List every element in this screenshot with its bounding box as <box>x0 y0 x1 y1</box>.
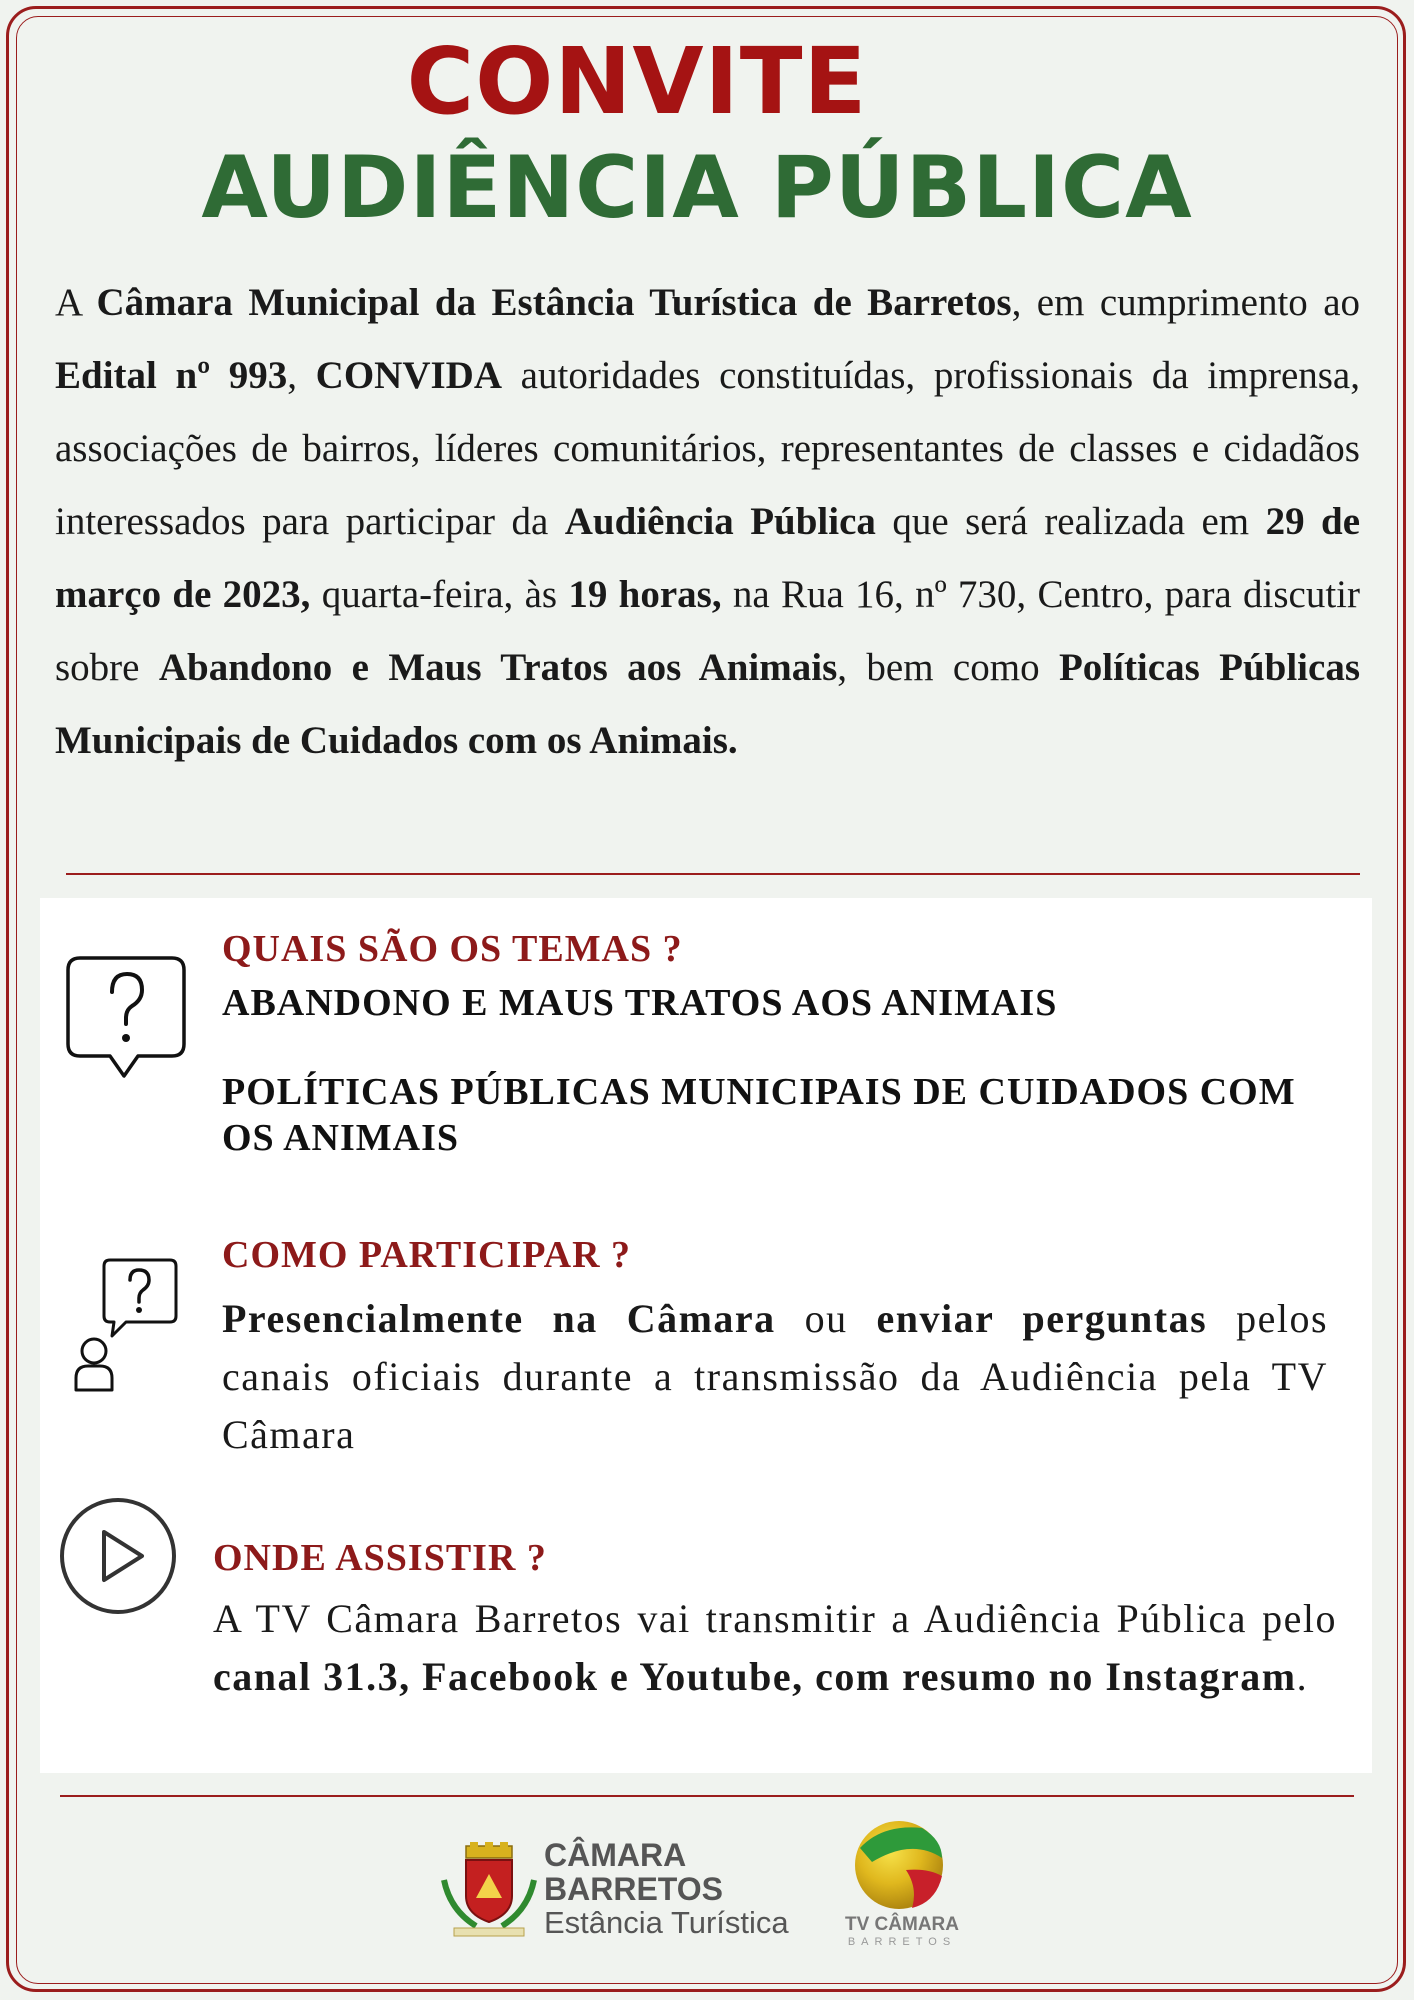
intro-bold-time: 19 horas, <box>568 573 722 616</box>
play-circle-icon <box>58 1496 178 1616</box>
assistir-bold-canais: canal 31.3, Facebook e Youtube, com resumo no Instagram <box>213 1654 1297 1699</box>
intro-bold-date: 29 de março de 2023, <box>55 500 1361 616</box>
intro-bold-edital: Edital nº 993 <box>55 354 288 397</box>
participar-text: Presencialmente na Câmara ou enviar perguntas pelos canais oficiais durante a transmissão da Audiência pela TV Câmara <box>222 1296 1329 1457</box>
intro-bold-theme1: Abandono e Maus Tratos aos Animais <box>158 646 838 689</box>
divider-bottom <box>60 1795 1354 1797</box>
camara-logo-line3: Estância Turística <box>544 1905 789 1940</box>
tv-logo-line2: BARRETOS <box>847 1936 957 1948</box>
participar-bold-perguntas: enviar perguntas <box>876 1296 1208 1341</box>
tv-logo-line1: TV CÂMARA <box>845 1914 959 1935</box>
assistir-text: A TV Câmara Barretos vai transmitir a Audiência Pública pelo canal 31.3, Facebook e Youtube, com resumo no Instagram. <box>213 1596 1337 1699</box>
page-subtitle: AUDIÊNCIA PÚBLICA <box>201 138 1193 238</box>
camara-coat-of-arms-icon <box>436 1840 542 1940</box>
intro-bold-convida: CONVIDA <box>315 354 503 397</box>
tv-camara-globe-icon <box>852 1818 946 1912</box>
intro-bold-theme2: Políticas Públicas Municipais de Cuidados com os Animais. <box>55 646 1360 762</box>
intro-bold-audiencia: Audiência Pública <box>564 500 876 543</box>
camara-logo-line1: CÂMARA <box>544 1837 687 1873</box>
intro-bold-camara: Câmara Municipal da Estância Turística de Barretos <box>96 281 1012 324</box>
tema-item-2: POLÍTICAS PÚBLICAS MUNICIPAIS DE CUIDADOS COM OS ANIMAIS <box>222 1071 1296 1159</box>
person-question-icon <box>68 1254 180 1394</box>
camara-logo-text <box>544 1838 789 1940</box>
tema-item-1: ABANDONO E MAUS TRATOS AOS ANIMAIS <box>222 982 1058 1024</box>
speech-bubble-question-icon <box>64 954 188 1084</box>
assistir-heading: ONDE ASSISTIR ? <box>213 1537 547 1579</box>
page-title: CONVITE <box>406 28 868 135</box>
participar-heading: COMO PARTICIPAR ? <box>222 1234 632 1276</box>
temas-heading: QUAIS SÃO OS TEMAS ? <box>222 928 683 970</box>
divider-top <box>66 873 1360 875</box>
camara-logo-line2: BARRETOS <box>544 1871 723 1907</box>
intro-paragraph: A Câmara Municipal da Estância Turística de Barretos, em cumprimento ao Edital nº 993, CONVIDA autoridades constituídas, profissionais da imprensa, associações de bairros, líderes comunitários, representantes de classes e cidadãos interessados para participar da Audiência Pública que será realizada em 29 de março de 2023, quarta-feira, às 19 horas, na Rua 16, nº 730, Centro, para discutir sobre Abandono e Maus Tratos aos Animais, bem como Políticas Públicas Municipais de Cuidados com os Animais. <box>55 281 1361 762</box>
participar-bold-presencial: Presencialmente na Câmara <box>222 1296 776 1341</box>
tv-camara-logo-text <box>842 1914 962 1948</box>
